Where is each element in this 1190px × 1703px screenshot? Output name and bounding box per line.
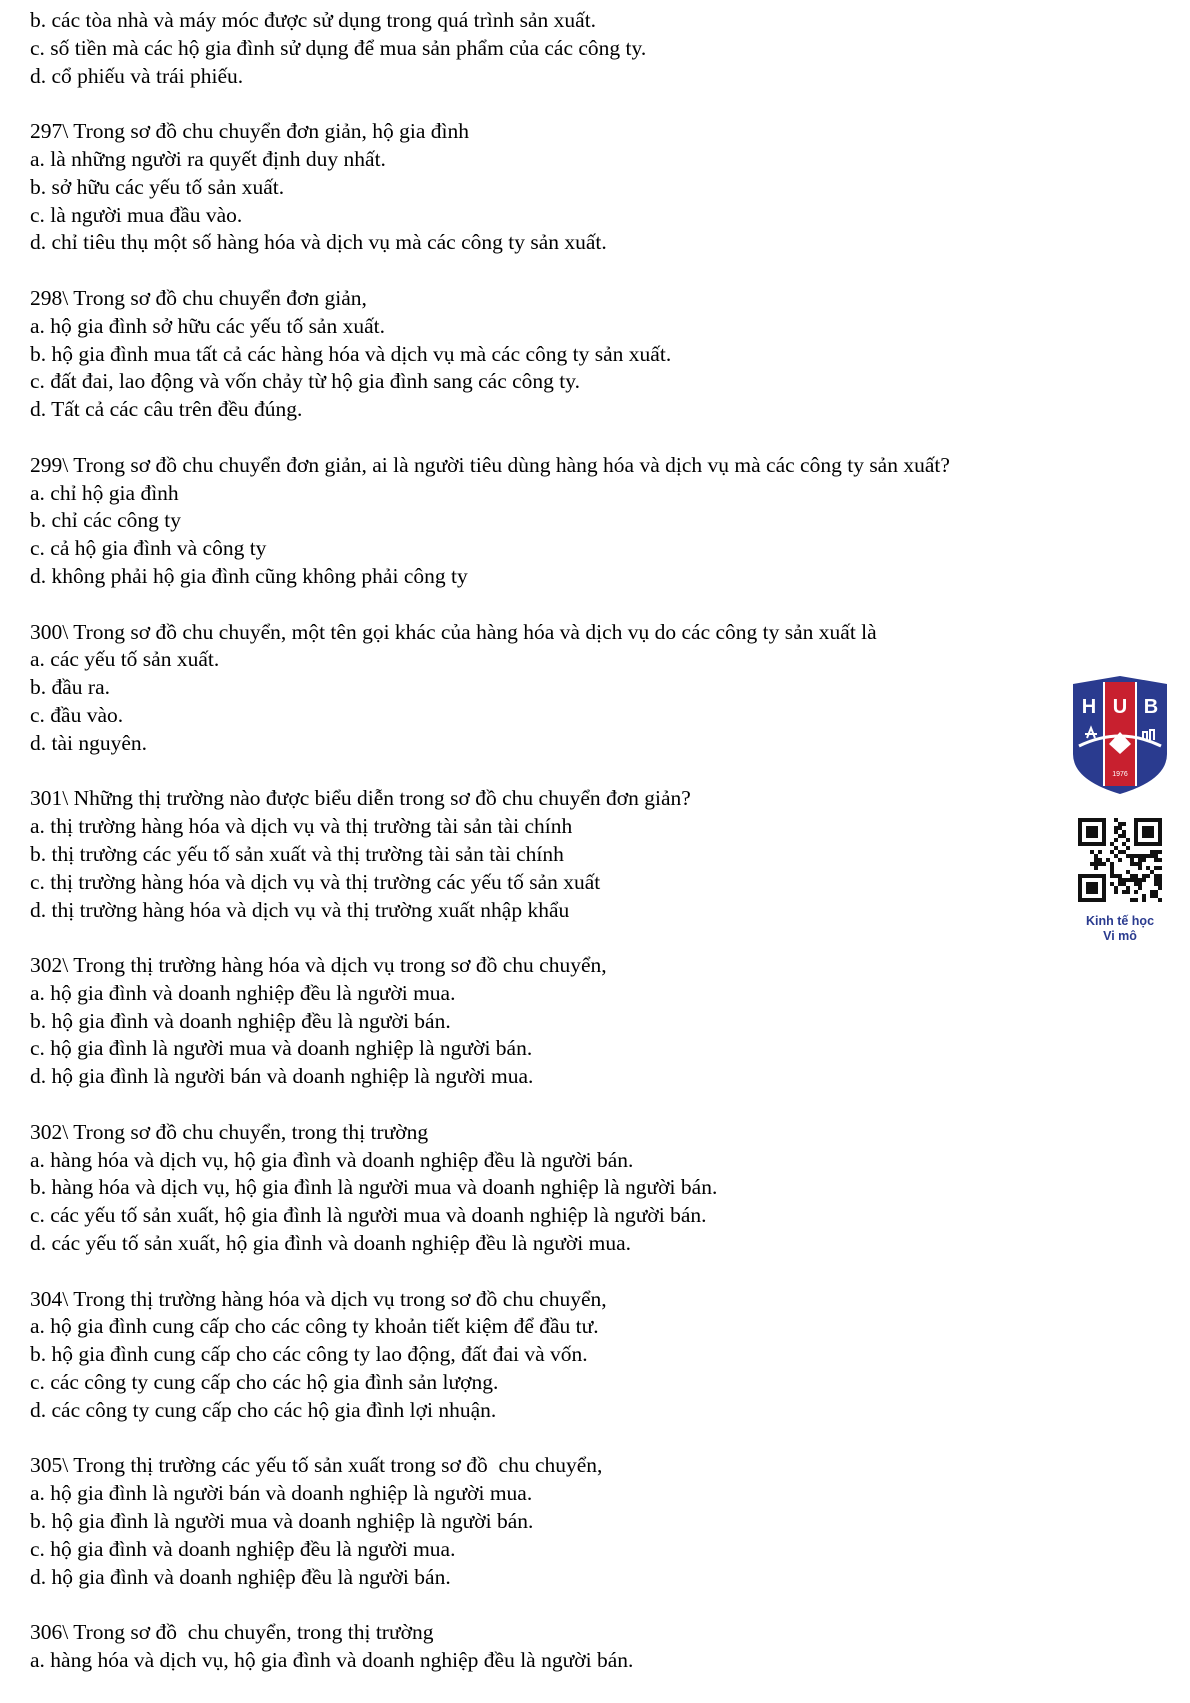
question-stem: 301\ Những thị trường nào được biểu diễn trong sơ đồ chu chuyển đơn giản?: [30, 786, 691, 811]
answer-option: a. chỉ hộ gia đình: [30, 480, 179, 505]
question-stem: 298\ Trong sơ đồ chu chuyển đơn giản,: [30, 285, 367, 310]
answer-option: d. hộ gia đình và doanh nghiệp đều là người bán.: [30, 1564, 451, 1589]
question-block: [30, 285, 1050, 424]
question-stem: 302\ Trong sơ đồ chu chuyển, trong thị trường: [30, 1119, 429, 1144]
answer-option: a. hộ gia đình sở hữu các yếu tố sản xuất.: [30, 313, 385, 338]
question-block: [30, 452, 1050, 591]
answer-option: c. đất đai, lao động và vốn chảy từ hộ gia đình sang các công ty.: [30, 369, 580, 394]
answer-option: b. hộ gia đình và doanh nghiệp đều là người bán.: [30, 1008, 451, 1033]
answer-option: b. đầu ra.: [30, 675, 110, 700]
answer-option: b. thị trường các yếu tố sản xuất và thị trường tài sản tài chính: [30, 841, 564, 866]
badge-subtitle: Vi mô: [1103, 929, 1137, 943]
answer-option: b. sở hữu các yếu tố sản xuất.: [30, 174, 285, 199]
answer-option: b. hộ gia đình cung cấp cho các công ty lao động, đất đai và vốn.: [30, 1342, 588, 1367]
answer-option: c. là người mua đầu vào.: [30, 202, 243, 227]
badge-title: Kinh tế học: [1085, 914, 1155, 928]
question-block: [30, 7, 1050, 90]
question-stem: 300\ Trong sơ đồ chu chuyển, một tên gọi khác của hàng hóa và dịch vụ do các công ty sản xuất là: [30, 619, 877, 644]
answer-option: b. hộ gia đình là người mua và doanh nghiệp là người bán.: [30, 1509, 534, 1534]
answer-option: c. các công ty cung cấp cho các hộ gia đình sản lượng.: [30, 1370, 499, 1395]
svg-text:B: B: [1143, 696, 1159, 718]
qr-code-icon: [1078, 818, 1162, 902]
question-stem: 304\ Trong thị trường hàng hóa và dịch vụ trong sơ đồ chu chuyển,: [30, 1286, 607, 1311]
answer-option: d. các công ty cung cấp cho các hộ gia đình lợi nhuận.: [30, 1397, 497, 1422]
svg-text:H: H: [1081, 696, 1097, 718]
answer-option: c. số tiền mà các hộ gia đình sử dụng để mua sản phẩm của các công ty.: [30, 35, 647, 60]
question-stem: 306\ Trong sơ đồ chu chuyển, trong thị trường: [30, 1620, 434, 1645]
answer-option: d. các yếu tố sản xuất, hộ gia đình và doanh nghiệp đều là người mua.: [30, 1231, 631, 1256]
hub-shield-logo: [1073, 676, 1167, 794]
hub-badge: [1060, 676, 1180, 946]
answer-option: d. cổ phiếu và trái phiếu.: [30, 63, 244, 88]
answer-option: d. tài nguyên.: [30, 730, 148, 755]
answer-option: d. Tất cả các câu trên đều đúng.: [30, 397, 303, 422]
answer-option: a. hàng hóa và dịch vụ, hộ gia đình và doanh nghiệp đều là người bán.: [30, 1648, 634, 1673]
answer-option: d. thị trường hàng hóa và dịch vụ và thị trường xuất nhập khẩu: [30, 897, 570, 922]
question-block: [30, 118, 1050, 257]
question-stem: 297\ Trong sơ đồ chu chuyển đơn giản, hộ gia đình: [30, 119, 469, 144]
answer-option: c. thị trường hàng hóa và dịch vụ và thị trường các yếu tố sản xuất: [30, 869, 601, 894]
answer-option: b. chỉ các công ty: [30, 508, 182, 533]
answer-option: c. đầu vào.: [30, 702, 124, 727]
svg-text:1976: 1976: [1112, 771, 1128, 778]
answer-option: a. hàng hóa và dịch vụ, hộ gia đình và doanh nghiệp đều là người bán.: [30, 1147, 634, 1172]
question-stem: 299\ Trong sơ đồ chu chuyển đơn giản, ai là người tiêu dùng hàng hóa và dịch vụ mà các công ty sản xuất?: [30, 452, 950, 477]
answer-option: d. chỉ tiêu thụ một số hàng hóa và dịch vụ mà các công ty sản xuất.: [30, 230, 607, 255]
answer-option: a. hộ gia đình cung cấp cho các công ty khoản tiết kiệm để đầu tư.: [30, 1314, 599, 1339]
answer-option: c. hộ gia đình là người mua và doanh nghiệp là người bán.: [30, 1036, 533, 1061]
svg-text:U: U: [1112, 696, 1128, 718]
answer-option: a. các yếu tố sản xuất.: [30, 647, 220, 672]
question-block: [30, 1452, 1050, 1591]
document-body: [30, 7, 1050, 1703]
answer-option: c. cả hộ gia đình và công ty: [30, 536, 267, 561]
question-block: [30, 952, 1050, 1091]
question-block: [30, 1119, 1050, 1258]
question-stem: 305\ Trong thị trường các yếu tố sản xuất trong sơ đồ chu chuyển,: [30, 1453, 603, 1478]
answer-option: a. hộ gia đình và doanh nghiệp đều là người mua.: [30, 980, 456, 1005]
question-block: [30, 619, 1050, 758]
question-stem: 302\ Trong thị trường hàng hóa và dịch vụ trong sơ đồ chu chuyển,: [30, 953, 607, 978]
answer-option: a. thị trường hàng hóa và dịch vụ và thị trường tài sản tài chính: [30, 814, 573, 839]
answer-option: b. các tòa nhà và máy móc được sử dụng trong quá trình sản xuất.: [30, 8, 597, 32]
answer-option: d. không phải hộ gia đình cũng không phải công ty: [30, 563, 468, 588]
answer-option: a. hộ gia đình là người bán và doanh nghiệp là người mua.: [30, 1481, 533, 1506]
answer-option: a. là những người ra quyết định duy nhất.: [30, 146, 386, 171]
question-block: [30, 1286, 1050, 1425]
answer-option: c. các yếu tố sản xuất, hộ gia đình là người mua và doanh nghiệp là người bán.: [30, 1203, 707, 1228]
question-block: [30, 785, 1050, 924]
question-block: [30, 1619, 1050, 1675]
answer-option: b. hộ gia đình mua tất cả các hàng hóa và dịch vụ mà các công ty sản xuất.: [30, 341, 672, 366]
answer-option: c. hộ gia đình và doanh nghiệp đều là người mua.: [30, 1536, 456, 1561]
answer-option: d. hộ gia đình là người bán và doanh nghiệp là người mua.: [30, 1064, 534, 1089]
answer-option: b. hàng hóa và dịch vụ, hộ gia đình là người mua và doanh nghiệp là người bán.: [30, 1175, 718, 1200]
